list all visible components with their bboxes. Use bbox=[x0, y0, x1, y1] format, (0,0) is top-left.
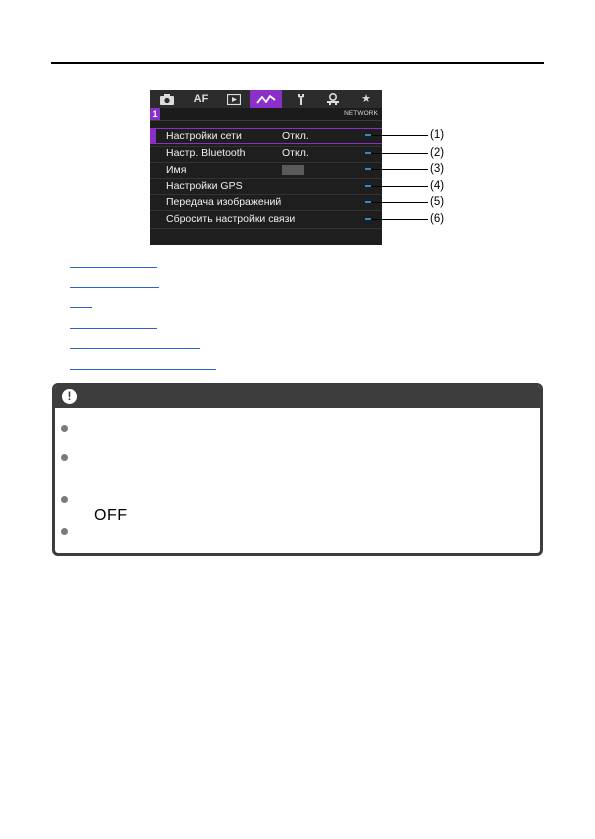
tab-playback[interactable] bbox=[221, 90, 247, 108]
callout-line bbox=[371, 169, 428, 170]
menu-item-network-settings[interactable] bbox=[150, 128, 382, 144]
selection-marker bbox=[150, 129, 156, 143]
menu-item-reset-comm-settings[interactable] bbox=[150, 211, 382, 227]
callout-3: (3) bbox=[430, 163, 445, 175]
callout-4: (4) bbox=[430, 180, 445, 192]
callout-6: (6) bbox=[430, 213, 445, 225]
bullet-icon bbox=[61, 425, 68, 432]
tab-custom-functions[interactable] bbox=[320, 90, 346, 108]
menu-separator bbox=[150, 228, 382, 229]
menu-item-label: Настройки сети bbox=[166, 130, 242, 142]
bullet-icon bbox=[61, 496, 68, 503]
top-rule bbox=[51, 62, 544, 64]
playback-icon bbox=[227, 94, 241, 105]
page-name: NETWORK bbox=[344, 110, 378, 117]
link-1[interactable] bbox=[70, 267, 157, 268]
callout-line bbox=[371, 153, 428, 154]
callout-line bbox=[371, 135, 428, 136]
link-2[interactable] bbox=[70, 287, 159, 288]
tab-af[interactable] bbox=[188, 90, 214, 108]
custom-functions-icon bbox=[326, 93, 340, 105]
menu-item-gps-settings[interactable] bbox=[150, 178, 382, 194]
callout-line bbox=[371, 202, 428, 203]
menu-item-image-transfer[interactable] bbox=[150, 194, 382, 210]
exclamation-icon: ! bbox=[62, 389, 77, 404]
callout-line bbox=[371, 219, 428, 220]
menu-item-label: Настр. Bluetooth bbox=[166, 147, 246, 159]
menu-item-label: Настройки GPS bbox=[166, 180, 243, 192]
link-3[interactable] bbox=[70, 307, 92, 308]
off-label: OFF bbox=[94, 507, 128, 524]
camera-icon bbox=[160, 94, 174, 105]
callout-2: (2) bbox=[430, 147, 445, 159]
menu-item-label: Имя bbox=[166, 164, 187, 176]
link-6[interactable] bbox=[70, 369, 216, 370]
menu-tab-bar bbox=[150, 90, 382, 108]
menu-page-bar bbox=[150, 108, 382, 121]
tab-setup[interactable] bbox=[288, 90, 314, 108]
caution-box bbox=[52, 383, 543, 556]
callout-1: (1) bbox=[430, 129, 445, 141]
tab-shooting[interactable] bbox=[154, 90, 180, 108]
callout-line bbox=[371, 186, 428, 187]
tab-network[interactable] bbox=[250, 90, 282, 108]
bullet-icon bbox=[61, 454, 68, 461]
callout-5: (5) bbox=[430, 196, 445, 208]
name-value-box bbox=[282, 165, 304, 175]
camera-menu-screen bbox=[150, 90, 382, 245]
af-icon: AF bbox=[193, 92, 209, 105]
caution-header bbox=[55, 386, 540, 408]
menu-item-name[interactable] bbox=[150, 162, 382, 178]
menu-item-value: Откл. bbox=[282, 130, 309, 142]
page-number: 1 bbox=[150, 108, 160, 120]
menu-item-label: Передача изображений bbox=[166, 196, 282, 208]
menu-item-bluetooth-settings[interactable] bbox=[150, 145, 382, 161]
setup-wrench-icon bbox=[296, 93, 306, 105]
menu-item-label: Сбросить настройки связи bbox=[166, 213, 296, 225]
tab-my-menu[interactable] bbox=[353, 90, 379, 108]
bullet-icon bbox=[61, 528, 68, 535]
star-icon: ★ bbox=[361, 92, 371, 105]
link-4[interactable] bbox=[70, 328, 157, 329]
link-5[interactable] bbox=[70, 348, 200, 349]
network-icon bbox=[256, 94, 276, 105]
menu-item-value: Откл. bbox=[282, 147, 309, 159]
